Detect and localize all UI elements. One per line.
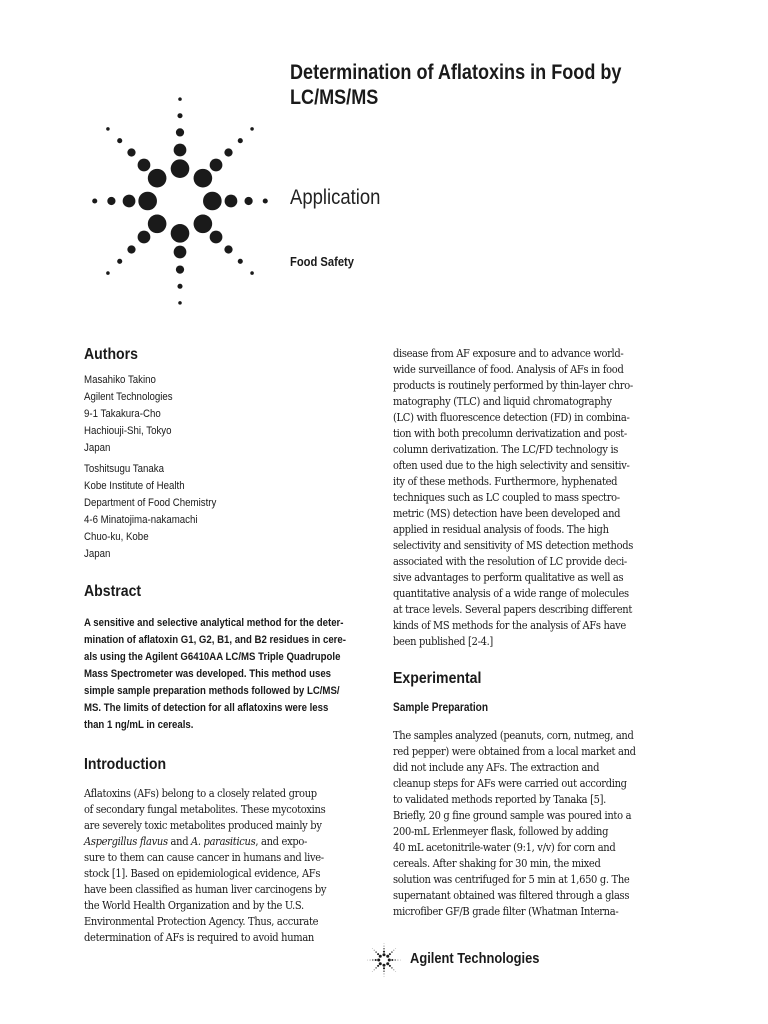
spark-dot	[393, 969, 394, 970]
spark-dot	[379, 962, 382, 965]
body-line: cleanup steps for AFs were carried out according	[393, 777, 627, 790]
body-line: 200-mL Erlenmeyer flask, followed by adding	[393, 825, 609, 838]
spark-dot	[127, 148, 135, 156]
spark-dot	[107, 197, 115, 205]
author-line: Japan	[84, 548, 111, 560]
body-text: and	[167, 835, 192, 848]
spark-dot	[176, 265, 184, 273]
body-line: selectivity and sensitivity of MS detection methods	[393, 539, 634, 552]
spark-dot	[384, 943, 385, 944]
body-line: have been classified as human liver carcinogens by	[84, 883, 327, 896]
body-line: tion with both precolumn derivatization and post-	[393, 427, 627, 440]
body-line: cereals. After shaking for 30 min, the mixed	[393, 857, 601, 870]
experimental-body	[393, 728, 694, 920]
spark-dot	[176, 128, 184, 136]
spark-dot	[372, 948, 373, 949]
spark-dot	[384, 976, 385, 977]
agilent-spark-logo	[80, 96, 280, 306]
introduction-heading: Introduction	[84, 756, 167, 773]
body-line: 40 mL acetonitrile-water (9:1, v/v) for corn and	[393, 841, 616, 854]
spark-dot	[177, 284, 182, 289]
spark-dot	[178, 97, 182, 101]
body-line: red pepper) were obtained from a local market and	[393, 745, 636, 758]
title-line: LC/MS/MS	[290, 86, 379, 109]
abstract-line: MS. The limits of detection for all aflatoxins were less	[84, 702, 329, 714]
author-block-1	[84, 372, 348, 457]
introduction-body	[84, 786, 385, 946]
author-line: 4-6 Minatojima-nakamachi	[84, 514, 198, 526]
spark-dot	[178, 301, 182, 305]
body-line: matography (TLC) and liquid chromatography	[393, 395, 612, 408]
body-line: to validated methods reported by Tanaka [5].	[393, 793, 607, 806]
spark-dot	[148, 215, 167, 234]
body-line: Aflatoxins (AFs) belong to a closely related group	[84, 787, 317, 800]
spark-dot	[383, 967, 385, 969]
spark-dot	[194, 169, 213, 188]
abstract-line: than 1 ng/mL in cereals.	[84, 719, 194, 731]
spark-dot	[375, 967, 376, 968]
body-line: supernatant obtained was filtered through a glass	[393, 889, 630, 902]
author-line: Masahiko Takino	[84, 374, 156, 386]
body-line: column derivatization. The LC/FD technology is	[393, 443, 619, 456]
sample-preparation-heading: Sample Preparation	[393, 702, 489, 714]
spark-dot	[123, 195, 136, 208]
body-line: disease from AF exposure and to advance world-	[393, 347, 624, 360]
spark-dot	[244, 197, 252, 205]
body-line: The samples analyzed (peanuts, corn, nutmeg, and	[393, 729, 634, 742]
spark-dot	[374, 950, 375, 951]
body-line: often used due to the high selectivity and sensitiv-	[393, 459, 630, 472]
spark-dot	[382, 953, 385, 956]
body-text: , and expo-	[255, 835, 308, 848]
spark-dot	[379, 955, 382, 958]
spark-dot	[386, 962, 389, 965]
body-line: sure to them can cause cancer in humans and live-	[84, 851, 324, 864]
body-line: products is routinely performed by thin-layer chro-	[393, 379, 633, 392]
spark-dot	[370, 960, 371, 961]
body-line: did not include any AFs. The extraction and	[393, 761, 600, 774]
spark-dot	[106, 271, 110, 275]
spark-dot	[391, 951, 392, 952]
spark-dot	[171, 224, 190, 243]
author-line: Hachiouji-Shi, Tokyo	[84, 425, 172, 437]
spark-dot	[383, 971, 384, 972]
author-line: Chuo-ku, Kobe	[84, 531, 149, 543]
body-line: at trace levels. Several papers describing different	[393, 603, 632, 616]
spark-dot	[106, 127, 110, 131]
spark-dot	[263, 198, 268, 203]
experimental-heading: Experimental	[393, 670, 482, 687]
author-line: Toshitsugu Tanaka	[84, 463, 165, 475]
body-line: solution was centrifuged for 5 min at 1,650 g. The	[393, 873, 630, 886]
title-line: Determination of Aflatoxins in Food by	[290, 61, 622, 84]
spark-dot	[375, 951, 376, 952]
author-line: 9-1 Takakura-Cho	[84, 408, 161, 420]
spark-dot	[238, 138, 243, 143]
author-line: Department of Food Chemistry	[84, 497, 217, 509]
spark-dot	[377, 965, 379, 967]
body-line: determination of AFs is required to avoid human	[84, 931, 314, 944]
body-line: microfiber GF/B grade filter (Whatman Interna-	[393, 905, 619, 918]
spark-dot	[400, 960, 401, 961]
spark-dot	[374, 969, 375, 970]
species-name: A. parasiticus	[191, 835, 256, 848]
body-line: the World Health Organization and by the U.S.	[84, 899, 304, 912]
author-line: Agilent Technologies	[84, 391, 173, 403]
body-line: quantitative analysis of a wide range of molecules	[393, 587, 629, 600]
abstract-line: als using the Agilent G6410AA LC/MS Triple Quadrupole	[84, 651, 341, 663]
abstract-line: A sensitive and selective analytical method for the deter-	[84, 617, 344, 629]
spark-dot	[395, 959, 396, 960]
footer-brand-name: Agilent Technologies	[410, 950, 540, 967]
spark-dot	[388, 958, 391, 961]
body-line: metric (MS) detection have been developed and	[393, 507, 621, 520]
body-line: associated with the resolution of LC provide deci-	[393, 555, 627, 568]
document-title	[290, 60, 668, 110]
spark-dot	[148, 169, 167, 188]
spark-dot	[375, 959, 377, 961]
document-type: Application	[290, 186, 381, 209]
left-column	[84, 346, 384, 946]
spark-dot	[389, 953, 391, 955]
spark-dot	[383, 951, 385, 953]
author-line: Japan	[84, 442, 111, 454]
spark-dot	[127, 245, 135, 253]
spark-dot	[377, 958, 380, 961]
abstract-line: mination of aflatoxin G1, G2, B1, and B2 residues in cere-	[84, 634, 346, 646]
spark-dot	[117, 259, 122, 264]
spark-dot	[194, 215, 213, 234]
body-line: been published [2-4.]	[393, 635, 493, 648]
spark-dot	[177, 113, 182, 118]
body-line: techniques such as LC coupled to mass spectro-	[393, 491, 620, 504]
spark-dot	[224, 148, 232, 156]
spark-dot	[92, 198, 97, 203]
body-line: ity of these methods. Furthermore, hyphenated	[393, 475, 618, 488]
abstract-body	[84, 615, 385, 734]
spark-dot	[117, 138, 122, 143]
body-line: are severely toxic metabolites produced mainly by	[84, 819, 322, 832]
spark-dot	[225, 195, 238, 208]
body-line: stock [1]. Based on epidemiological evidence, AFs	[84, 867, 321, 880]
spark-dot	[386, 955, 389, 958]
spark-dot	[391, 959, 393, 961]
spark-dot	[210, 159, 223, 172]
spark-dot	[389, 965, 391, 967]
spark-dot	[203, 192, 222, 211]
spark-dot	[393, 950, 394, 951]
spark-dot	[383, 948, 384, 949]
spark-dot	[398, 960, 399, 961]
body-line: Environmental Protection Agency. Thus, accurate	[84, 915, 319, 928]
introduction-continued	[393, 346, 694, 650]
author-line: Kobe Institute of Health	[84, 480, 185, 492]
abstract-line: Mass Spectrometer was developed. This method uses	[84, 668, 332, 680]
author-block-2	[84, 461, 348, 563]
spark-dot	[377, 953, 379, 955]
spark-dot	[372, 959, 373, 960]
spark-dot	[171, 159, 190, 178]
spark-dot	[367, 960, 368, 961]
spark-dot	[250, 271, 254, 275]
abstract-line: simple sample preparation methods followed by LC/MS/	[84, 685, 340, 697]
spark-dot	[174, 246, 187, 259]
right-column	[393, 346, 693, 920]
spark-dot	[174, 144, 187, 157]
body-line: kinds of MS methods for the analysis of AFs have	[393, 619, 626, 632]
abstract-heading: Abstract	[84, 583, 142, 600]
spark-dot	[138, 192, 157, 211]
authors-heading: Authors	[84, 346, 138, 363]
body-line: wide surveillance of food. Analysis of AFs in food	[393, 363, 624, 376]
spark-dot	[382, 964, 385, 967]
body-line	[84, 834, 385, 850]
spark-dot	[210, 231, 223, 244]
spark-dot	[384, 974, 385, 975]
spark-dot	[224, 245, 232, 253]
agilent-spark-small-icon	[366, 942, 402, 978]
spark-dot	[138, 159, 151, 172]
spark-dot	[138, 231, 151, 244]
spark-dot	[395, 971, 396, 972]
category-label: Food Safety	[290, 254, 354, 269]
body-line: sive advantages to perform qualitative as well as	[393, 571, 624, 584]
spark-dot	[395, 948, 396, 949]
footer-brand	[366, 942, 586, 978]
spark-dot	[391, 967, 392, 968]
spark-dot	[250, 127, 254, 131]
species-name: Aspergillus flavus	[84, 835, 168, 848]
body-line: Briefly, 20 g fine ground sample was poured into a	[393, 809, 632, 822]
body-line: applied in residual analysis of foods. The high	[393, 523, 609, 536]
body-line: of secondary fungal metabolites. These mycotoxins	[84, 803, 326, 816]
spark-dot	[372, 971, 373, 972]
spark-dot	[238, 259, 243, 264]
body-line: (LC) with fluorescence detection (FD) in combina-	[393, 411, 630, 424]
spark-dot	[384, 946, 385, 947]
